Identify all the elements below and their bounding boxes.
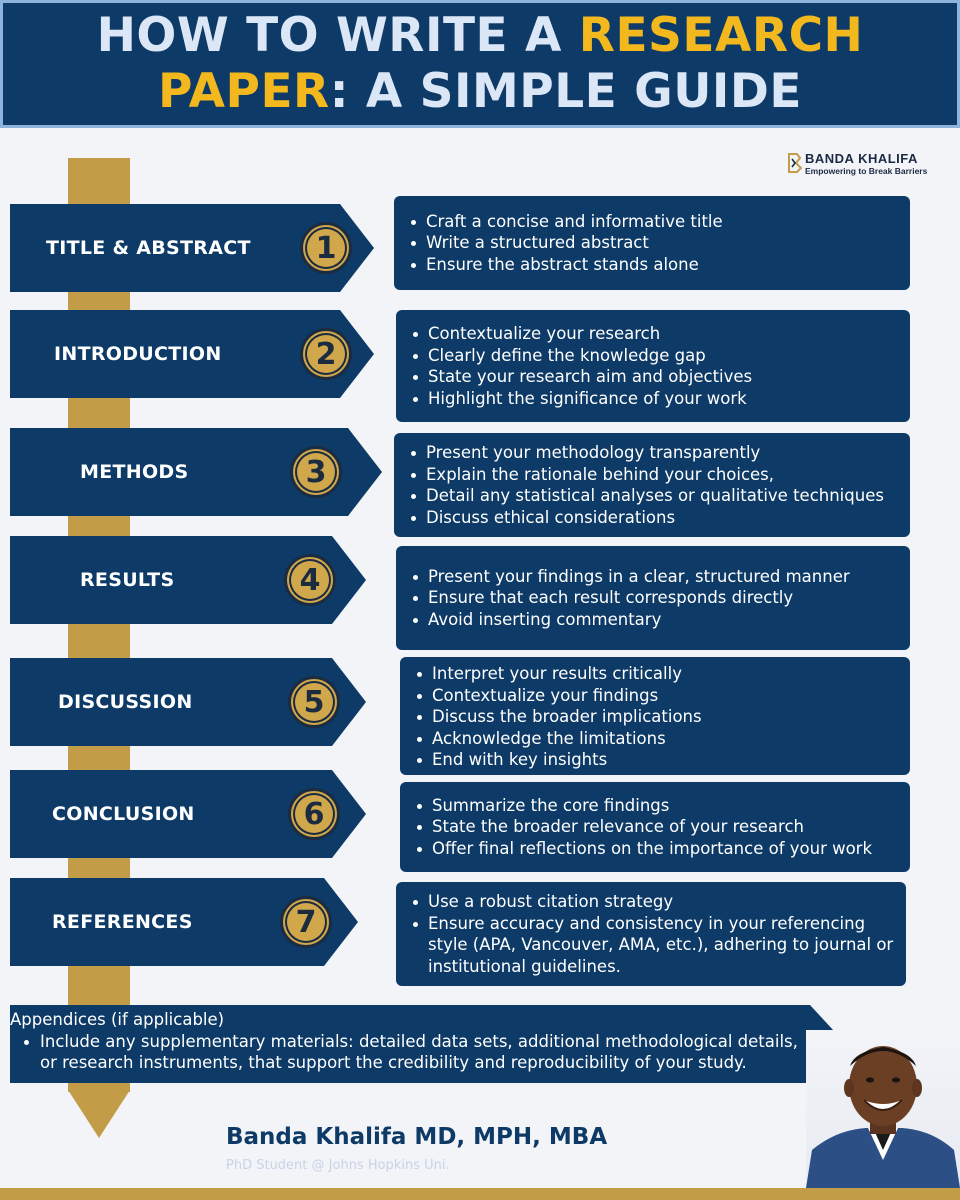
step-label: DISCUSSION bbox=[58, 691, 193, 713]
portrait-photo bbox=[806, 1030, 960, 1188]
step-details-card-3 bbox=[394, 433, 910, 537]
author-name: Banda Khalifa MD, MPH, MBA bbox=[226, 1124, 608, 1150]
bullet-item: Write a structured abstract bbox=[406, 232, 898, 254]
bullet-item: Offer final reflections on the importance of your work bbox=[412, 838, 898, 860]
step-details-card-4 bbox=[396, 546, 910, 650]
bullet-item: Use a robust citation strategy bbox=[408, 891, 894, 913]
step-label: TITLE & ABSTRACT bbox=[46, 237, 251, 259]
step-number-badge: 4 bbox=[284, 554, 336, 606]
bullet-item: Craft a concise and informative title bbox=[406, 211, 898, 233]
title-highlight: RESEARCH bbox=[578, 8, 864, 63]
step-number-badge: 5 bbox=[288, 676, 340, 728]
step-number-badge: 6 bbox=[288, 788, 340, 840]
step-number-badge: 7 bbox=[280, 896, 332, 948]
bullet-list bbox=[406, 211, 898, 276]
page-title-line-2 bbox=[158, 64, 802, 120]
bullet-item: Avoid inserting commentary bbox=[408, 609, 898, 631]
bullet-item: State your research aim and objectives bbox=[408, 366, 898, 388]
bullet-list bbox=[408, 891, 894, 977]
bullet-item: Discuss the broader implications bbox=[412, 706, 898, 728]
bullet-list bbox=[408, 566, 898, 631]
bullet-item: Present your methodology transparently bbox=[406, 442, 898, 464]
step-label: REFERENCES bbox=[52, 911, 193, 933]
brand-tagline: Empowering to Break Barriers bbox=[805, 166, 928, 176]
bullet-item: Interpret your results critically bbox=[412, 663, 898, 685]
bullet-list bbox=[412, 795, 898, 860]
brand-name: BANDA KHALIFA bbox=[805, 151, 918, 166]
appendix-bullet: Include any supplementary materials: detailed data sets, additional methodological details, or research instruments, that support the credibility and reproducibility of your study. bbox=[10, 1031, 815, 1074]
appendix-title: Appendices (if applicable) bbox=[10, 1010, 225, 1029]
bullet-list bbox=[412, 663, 898, 771]
step-number-badge: 1 bbox=[300, 222, 352, 274]
footer-bar bbox=[0, 1188, 960, 1200]
bullet-list bbox=[406, 442, 898, 528]
appendix-text bbox=[10, 1009, 815, 1074]
bullet-item: Contextualize your findings bbox=[412, 685, 898, 707]
bullet-item: Clearly define the knowledge gap bbox=[408, 345, 898, 367]
author-role: PhD Student @ Johns Hopkins Uni. bbox=[226, 1158, 450, 1173]
step-label: CONCLUSION bbox=[52, 803, 195, 825]
step-arrow-5 bbox=[10, 658, 366, 746]
bullet-item: Ensure that each result corresponds directly bbox=[408, 587, 898, 609]
bullet-item: Present your findings in a clear, structured manner bbox=[408, 566, 898, 588]
bullet-list bbox=[408, 323, 898, 409]
step-details-card-2 bbox=[396, 310, 910, 422]
bullet-item: End with key insights bbox=[412, 749, 898, 771]
step-details-card-5 bbox=[400, 657, 910, 775]
title-part: : A SIMPLE GUIDE bbox=[329, 64, 802, 119]
bullet-item: Discuss ethical considerations bbox=[406, 507, 898, 529]
bullet-item: Highlight the significance of your work bbox=[408, 388, 898, 410]
step-label: INTRODUCTION bbox=[54, 343, 222, 365]
step-arrow-7 bbox=[10, 878, 358, 966]
step-arrow-1 bbox=[10, 204, 374, 292]
step-arrow-2 bbox=[10, 310, 374, 398]
step-arrow-6 bbox=[10, 770, 366, 858]
page-title-line-1 bbox=[97, 8, 864, 64]
step-label: RESULTS bbox=[80, 569, 175, 591]
logo-icon bbox=[788, 153, 802, 173]
step-details-card-1 bbox=[394, 196, 910, 290]
timeline-spine-arrow bbox=[68, 1090, 130, 1138]
bullet-item: Explain the rationale behind your choices, bbox=[406, 464, 898, 486]
bullet-item: Detail any statistical analyses or qualitative techniques bbox=[406, 485, 898, 507]
bullet-item: Contextualize your research bbox=[408, 323, 898, 345]
page-header bbox=[0, 0, 960, 128]
step-details-card-7 bbox=[396, 882, 906, 986]
bullet-item: Acknowledge the limitations bbox=[412, 728, 898, 750]
bullet-item: State the broader relevance of your research bbox=[412, 816, 898, 838]
bullet-item: Summarize the core findings bbox=[412, 795, 898, 817]
title-part: HOW TO WRITE A bbox=[96, 8, 579, 63]
step-number-badge: 2 bbox=[300, 328, 352, 380]
step-label: METHODS bbox=[80, 461, 189, 483]
step-number-badge: 3 bbox=[290, 446, 342, 498]
title-highlight: PAPER bbox=[158, 64, 330, 119]
step-details-card-6 bbox=[400, 782, 910, 872]
bullet-item: Ensure accuracy and consistency in your referencing style (APA, Vancouver, AMA, etc.), adhering to journal or institutional guidelines. bbox=[408, 913, 894, 978]
step-arrow-3 bbox=[10, 428, 382, 516]
step-arrow-4 bbox=[10, 536, 366, 624]
bullet-item: Ensure the abstract stands alone bbox=[406, 254, 898, 276]
